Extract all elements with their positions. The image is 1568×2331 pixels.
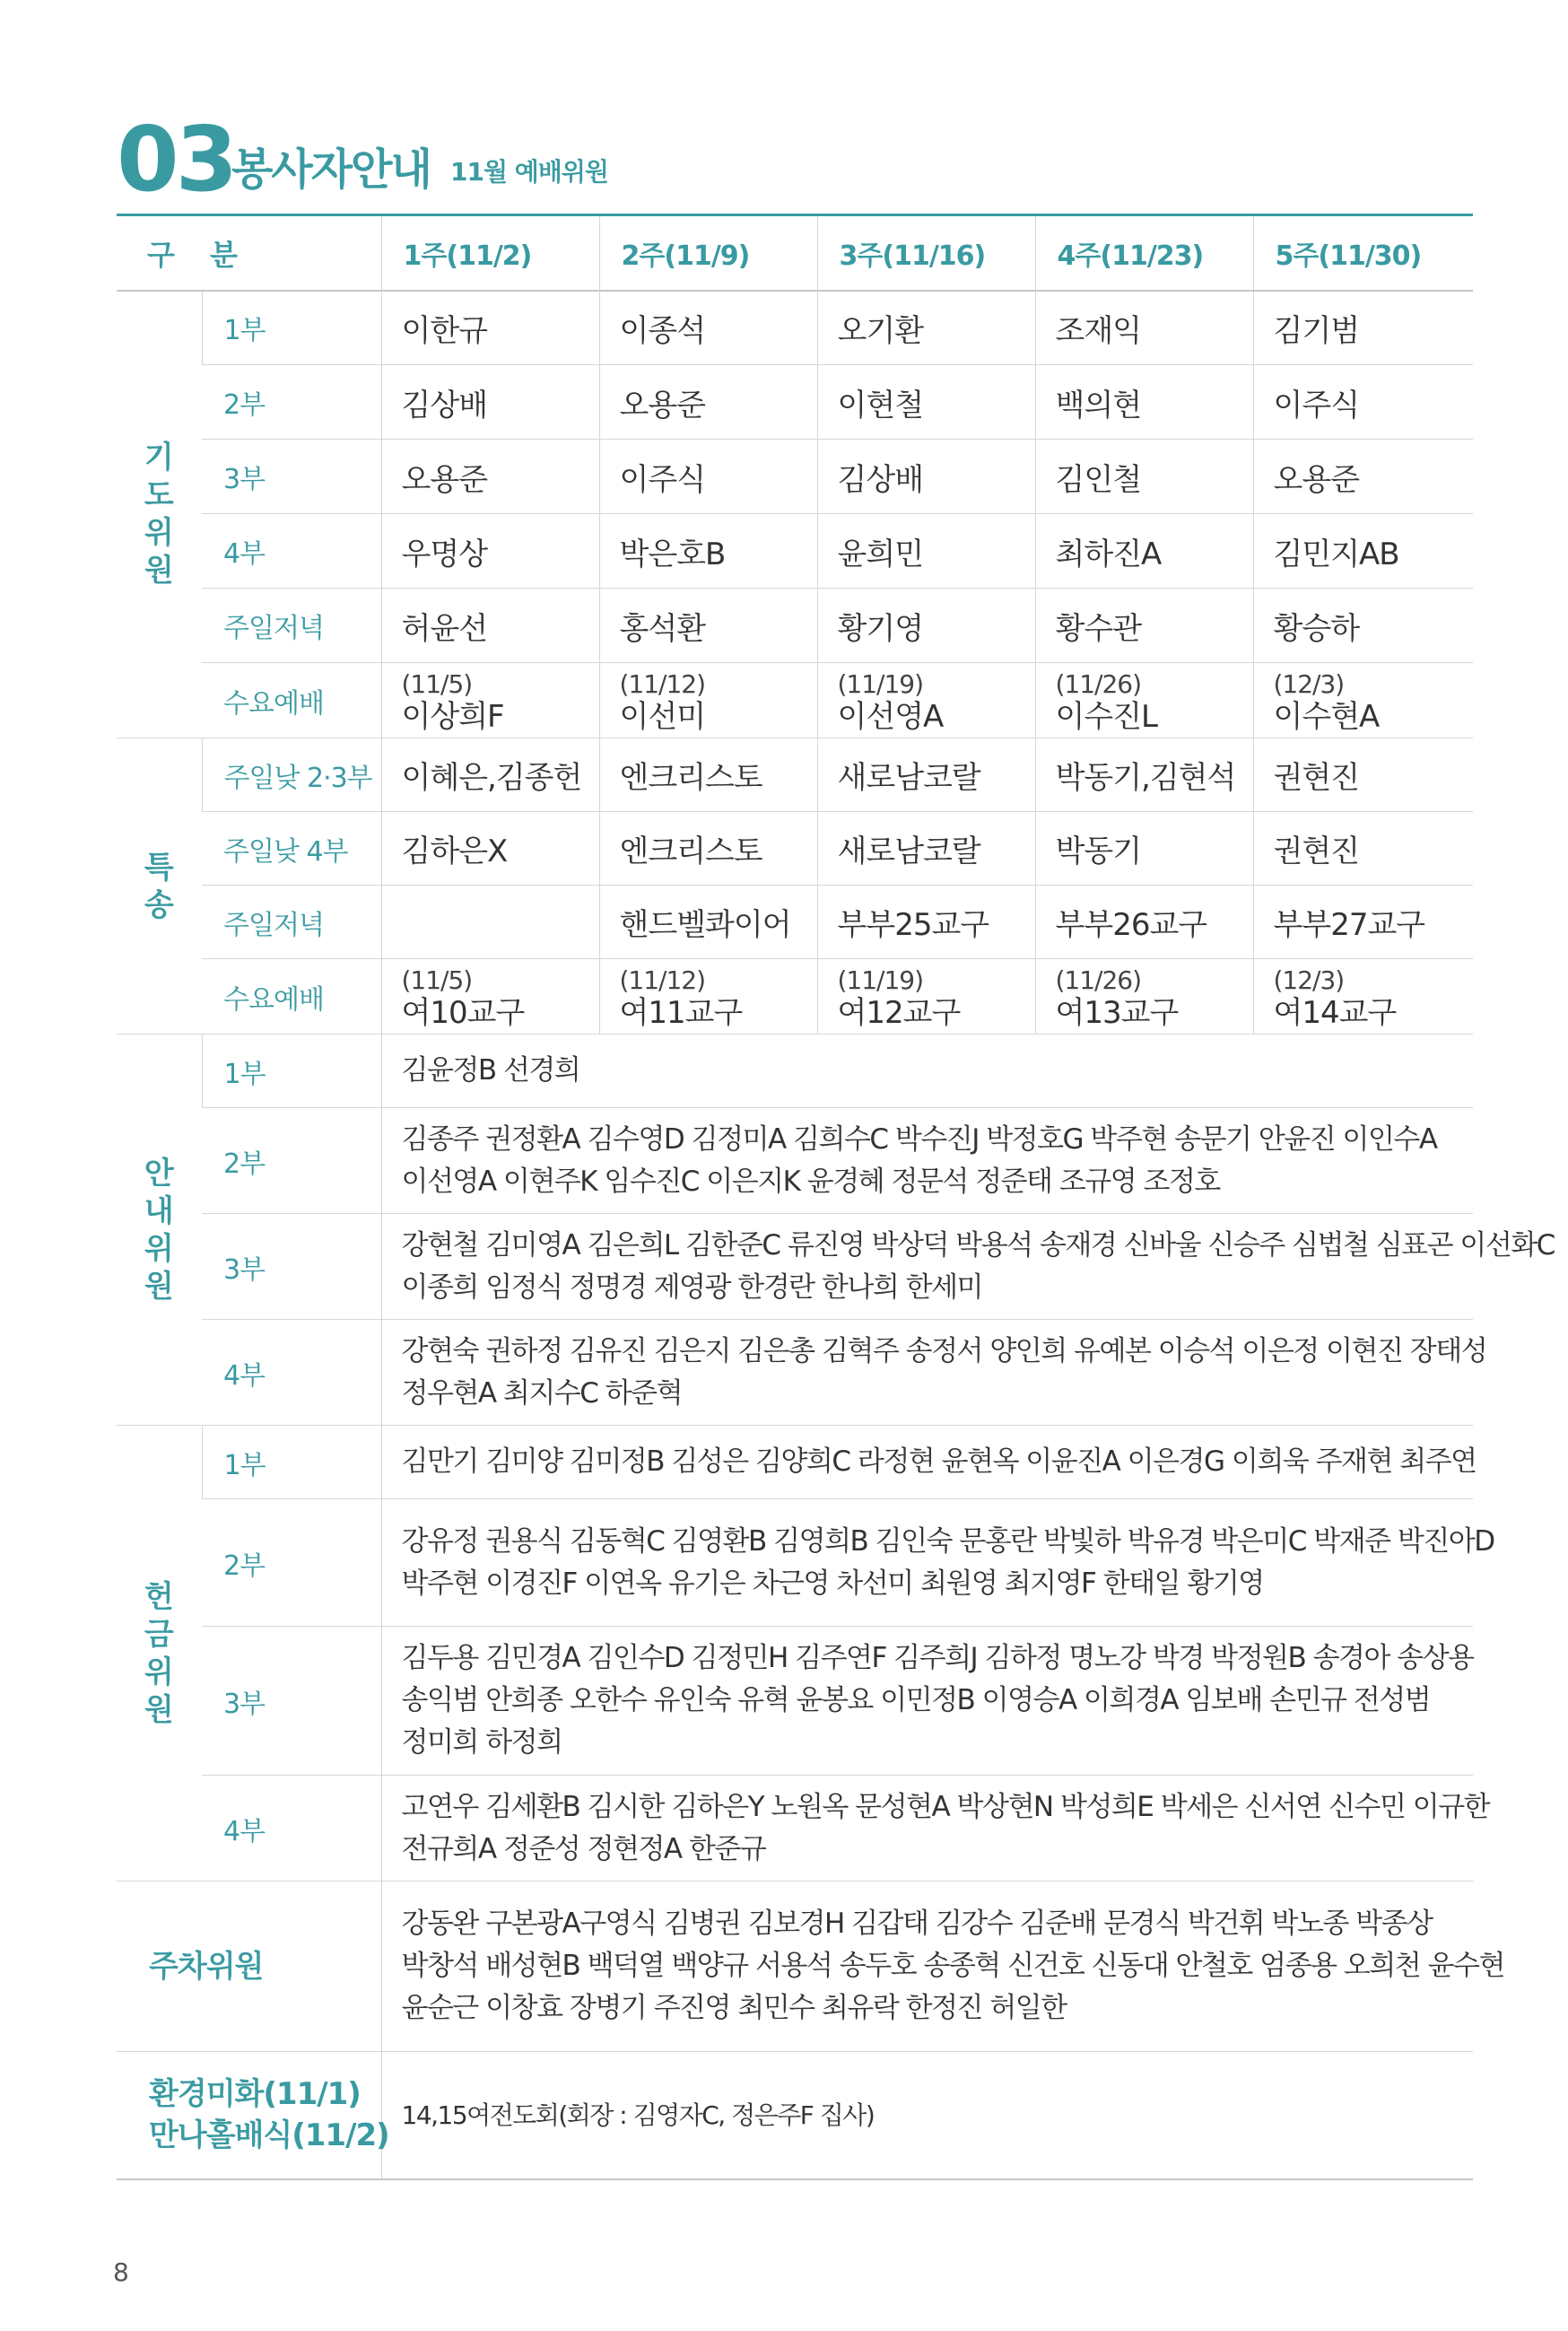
cell: 황승하 xyxy=(1253,589,1473,663)
cell: (11/19) 이선영A xyxy=(817,663,1035,738)
cell: 홍석환 xyxy=(599,589,817,663)
cell: 박은호B xyxy=(599,514,817,589)
row-label: 주일저녁 xyxy=(202,589,381,663)
table-row xyxy=(117,663,1473,738)
cell: 이주식 xyxy=(1253,365,1473,440)
row-label: 수요예배 xyxy=(202,959,381,1035)
cell: 김상배 xyxy=(381,365,599,440)
cell: (12/3) 이수현A xyxy=(1253,663,1473,738)
header-gubun: 구 분 xyxy=(117,215,381,291)
group-label-prayer: 기 도 위 원 xyxy=(117,291,202,738)
row-label: 수요예배 xyxy=(202,663,381,738)
row-label: 3부 xyxy=(202,1627,381,1776)
cell: 김상배 xyxy=(817,440,1035,514)
cell: 윤희민 xyxy=(817,514,1035,589)
table-row xyxy=(117,738,1473,812)
cell: 김민지AB xyxy=(1253,514,1473,589)
names-cell: 강현숙 권하정 김유진 김은지 김은총 김혁주 송정서 양인희 유예본 이승석 이은정 이현진 장태성 정우현A 최지수C 하준혁 xyxy=(381,1320,1473,1426)
row-label: 1부 xyxy=(202,1035,381,1108)
cell: 조재익 xyxy=(1035,291,1253,365)
row-label: 2부 xyxy=(202,1108,381,1214)
cell: 부부25교구 xyxy=(817,886,1035,959)
row-label: 1부 xyxy=(202,291,381,365)
cell: 박동기,김현석 xyxy=(1035,738,1253,812)
cell: (11/5) 여10교구 xyxy=(381,959,599,1035)
table-row xyxy=(117,365,1473,440)
volunteer-table xyxy=(117,214,1555,2180)
row-label: 주일낮 2·3부 xyxy=(202,738,381,812)
table-row xyxy=(117,514,1473,589)
group-label-special: 특 송 xyxy=(117,738,202,1035)
cell: 이종석 xyxy=(599,291,817,365)
cell: (11/12) 이선미 xyxy=(599,663,817,738)
page-number: 8 xyxy=(113,2257,129,2287)
cell: 권현진 xyxy=(1253,738,1473,812)
cell: 엔크리스토 xyxy=(599,738,817,812)
row-label: 주일저녁 xyxy=(202,886,381,959)
cell: 황기영 xyxy=(817,589,1035,663)
header-week-3: 3주(11/16) xyxy=(817,215,1035,291)
cell: (12/3) 여14교구 xyxy=(1253,959,1473,1035)
table-row xyxy=(117,959,1473,1035)
table-row xyxy=(117,1426,1473,1499)
cell: 우명상 xyxy=(381,514,599,589)
cell: 황수관 xyxy=(1035,589,1253,663)
names-cell: 김윤정B 선경희 xyxy=(381,1035,1473,1108)
header-week-1: 1주(11/2) xyxy=(381,215,599,291)
row-label: 3부 xyxy=(202,440,381,514)
header-row xyxy=(117,215,1473,291)
cell: 김기범 xyxy=(1253,291,1473,365)
header-week-2: 2주(11/9) xyxy=(599,215,817,291)
cell: 권현진 xyxy=(1253,812,1473,886)
table-row xyxy=(117,291,1473,365)
section-title: 봉사자안내 xyxy=(231,144,431,195)
row-label: 1부 xyxy=(202,1426,381,1499)
cell: (11/26) 이수진L xyxy=(1035,663,1253,738)
table-row xyxy=(117,1499,1473,1627)
row-label: 2부 xyxy=(202,1499,381,1627)
table-row xyxy=(117,1776,1473,1881)
cell: 새로남코랄 xyxy=(817,812,1035,886)
row-label: 4부 xyxy=(202,1776,381,1881)
row-label: 4부 xyxy=(202,514,381,589)
table-row xyxy=(117,589,1473,663)
names-cell: 강유정 권용식 김동혁C 김영환B 김영희B 김인숙 문홍란 박빛하 박유경 박은미C 박재준 박진아D 박주현 이경진F 이연옥 유기은 차근영 차선미 최원영 최지영F 한태일 황기영 xyxy=(381,1499,1473,1627)
header-week-4: 4주(11/23) xyxy=(1035,215,1253,291)
row-label: 2부 xyxy=(202,365,381,440)
cell: 백의현 xyxy=(1035,365,1253,440)
names-cell: 김두용 김민경A 김인수D 김정민H 김주연F 김주희J 김하정 명노강 박경 박정원B 송경아 송상용 송익범 안희종 오한수 유인숙 유혁 윤봉요 이민정B 이영승A 이희경A 임보배 손민규 전성범 정미희 하정희 xyxy=(381,1627,1473,1776)
group-label-guide: 안 내 위 원 xyxy=(117,1035,202,1426)
cell: 이현철 xyxy=(817,365,1035,440)
cell: (11/19) 여12교구 xyxy=(817,959,1035,1035)
group-label-offering: 헌 금 위 원 xyxy=(117,1426,202,1881)
table-row xyxy=(117,1627,1473,1776)
cell: 최하진A xyxy=(1035,514,1253,589)
header-week-5: 5주(11/30) xyxy=(1253,215,1473,291)
section-subtitle: 11월 예배위원 xyxy=(450,157,608,187)
cell: 김인철 xyxy=(1035,440,1253,514)
cell: 엔크리스토 xyxy=(599,812,817,886)
cell: 오용준 xyxy=(599,365,817,440)
names-cell: 김종주 권정환A 김수영D 김정미A 김희수C 박수진J 박정호G 박주현 송문기 안윤진 이인수A 이선영A 이현주K 임수진C 이은지K 윤경혜 정문석 정준태 조규영 조정호 xyxy=(381,1108,1473,1214)
row-label: 3부 xyxy=(202,1214,381,1320)
table-row xyxy=(117,2052,1473,2179)
cell: 허윤선 xyxy=(381,589,599,663)
cell: (11/12) 여11교구 xyxy=(599,959,817,1035)
cell: 오용준 xyxy=(381,440,599,514)
cell: (11/5) 이상희F xyxy=(381,663,599,738)
cell: 부부26교구 xyxy=(1035,886,1253,959)
names-cell: 강동완 구본광A구영식 김병권 김보경H 김갑태 김강수 김준배 문경식 박건휘 박노종 박종상 박창석 배성현B 백덕열 백양규 서용석 송두호 송종혁 신건호 신동대 안철호 엄종용 오희천 윤수현 윤순근 이창효 장병기 주진영 최민수 최유락 한정진 허일한 xyxy=(381,1881,1473,2052)
table-row xyxy=(117,1214,1473,1320)
names-cell: 고연우 김세환B 김시한 김하은Y 노원옥 문성현A 박상현N 박성희E 박세은 신서연 신수민 이규한 전규희A 정준성 정현정A 한준규 xyxy=(381,1776,1473,1881)
table-row xyxy=(117,440,1473,514)
cell: 부부27교구 xyxy=(1253,886,1473,959)
table-row xyxy=(117,886,1473,959)
table-row xyxy=(117,1108,1473,1214)
cell: 이주식 xyxy=(599,440,817,514)
cell: 새로남코랄 xyxy=(817,738,1035,812)
names-cell: 김만기 김미양 김미정B 김성은 김양희C 라정현 윤현옥 이윤진A 이은경G 이희욱 주재현 최주연 xyxy=(381,1426,1473,1499)
table-row xyxy=(117,1881,1473,2052)
environment-text: 14,15여전도회(회장 : 김영자C, 정은주F 집사) xyxy=(381,2052,1473,2179)
cell xyxy=(381,886,599,959)
names-cell: 강현철 김미영A 김은희L 김한준C 류진영 박상덕 박용석 송재경 신바울 신승주 심법철 심표곤 이선화C 이종희 임정식 정명경 제영광 한경란 한나희 한세미 xyxy=(381,1214,1473,1320)
row-label: 주일낮 4부 xyxy=(202,812,381,886)
cell: 이혜은,김종헌 xyxy=(381,738,599,812)
row-label: 4부 xyxy=(202,1320,381,1426)
cell: 박동기 xyxy=(1035,812,1253,886)
table-row xyxy=(117,1320,1473,1426)
table-row xyxy=(117,1035,1473,1108)
cell: 김하은X xyxy=(381,812,599,886)
table-row xyxy=(117,812,1473,886)
section-number: 03 xyxy=(117,107,235,212)
cell: 핸드벨콰이어 xyxy=(599,886,817,959)
cell: 이한규 xyxy=(381,291,599,365)
cell: 오기환 xyxy=(817,291,1035,365)
environment-label: 환경미화(11/1) 만나홀배식(11/2) xyxy=(117,2052,381,2179)
cell: 오용준 xyxy=(1253,440,1473,514)
parking-label: 주차위원 xyxy=(117,1881,381,2052)
cell: (11/26) 여13교구 xyxy=(1035,959,1253,1035)
